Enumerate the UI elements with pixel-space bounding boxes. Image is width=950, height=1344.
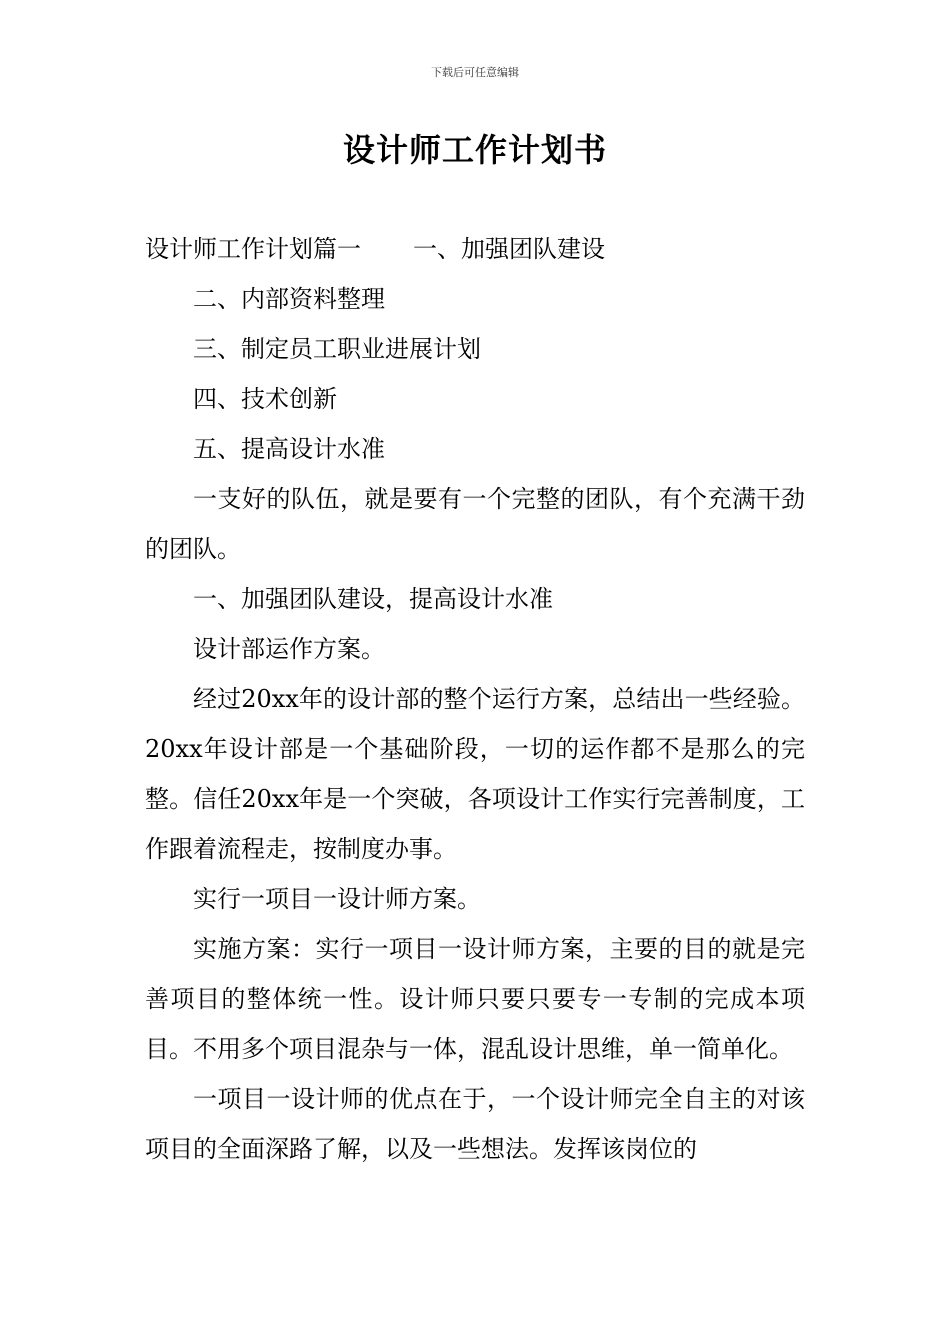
document-body bbox=[145, 224, 805, 1174]
outline-item-5: 五、提高设计水准 bbox=[193, 435, 385, 463]
outline-item-2: 二、内部资料整理 bbox=[193, 285, 385, 313]
first-line bbox=[145, 224, 805, 274]
paragraph-operation-plan: 设计部运作方案。 bbox=[193, 635, 385, 663]
paragraph-advantages: 一项目一设计师的优点在于，一个设计师完全自主的对该项目的全面深路了解，以及一些想法。发挥该岗位的 bbox=[145, 1085, 805, 1163]
paragraph-implementation: 实施方案：实行一项目一设计师方案，主要的目的就是完善项目的整体统一性。设计师只要只要专一专制的完成本项目。不用多个项目混杂与一体，混乱设计思维，单一简单化。 bbox=[145, 935, 805, 1063]
outline-item-3: 三、制定员工职业进展计划 bbox=[193, 335, 481, 363]
outline-item-4: 四、技术创新 bbox=[193, 385, 337, 413]
outline-item-1: 一、加强团队建设 bbox=[413, 235, 605, 263]
section-heading: 设计师工作计划篇一 bbox=[145, 235, 361, 263]
subheading-team: 一、加强团队建设，提高设计水准 bbox=[193, 585, 553, 613]
header-note: 下载后可任意编辑 bbox=[431, 66, 519, 79]
document-title: 设计师工作计划书 bbox=[342, 131, 607, 169]
paragraph-team: 一支好的队伍，就是要有一个完整的团队，有个充满干劲的团队。 bbox=[145, 485, 805, 563]
paragraph-one-designer: 实行一项目一设计师方案。 bbox=[193, 885, 481, 913]
paragraph-summary: 经过20xx年的设计部的整个运行方案，总结出一些经验。20xx年设计部是一个基础阶段，一切的运作都不是那么的完整。信任20xx年是一个突破，各项设计工作实行完善制度，工作跟着流程走，按制度办事。 bbox=[145, 685, 805, 863]
